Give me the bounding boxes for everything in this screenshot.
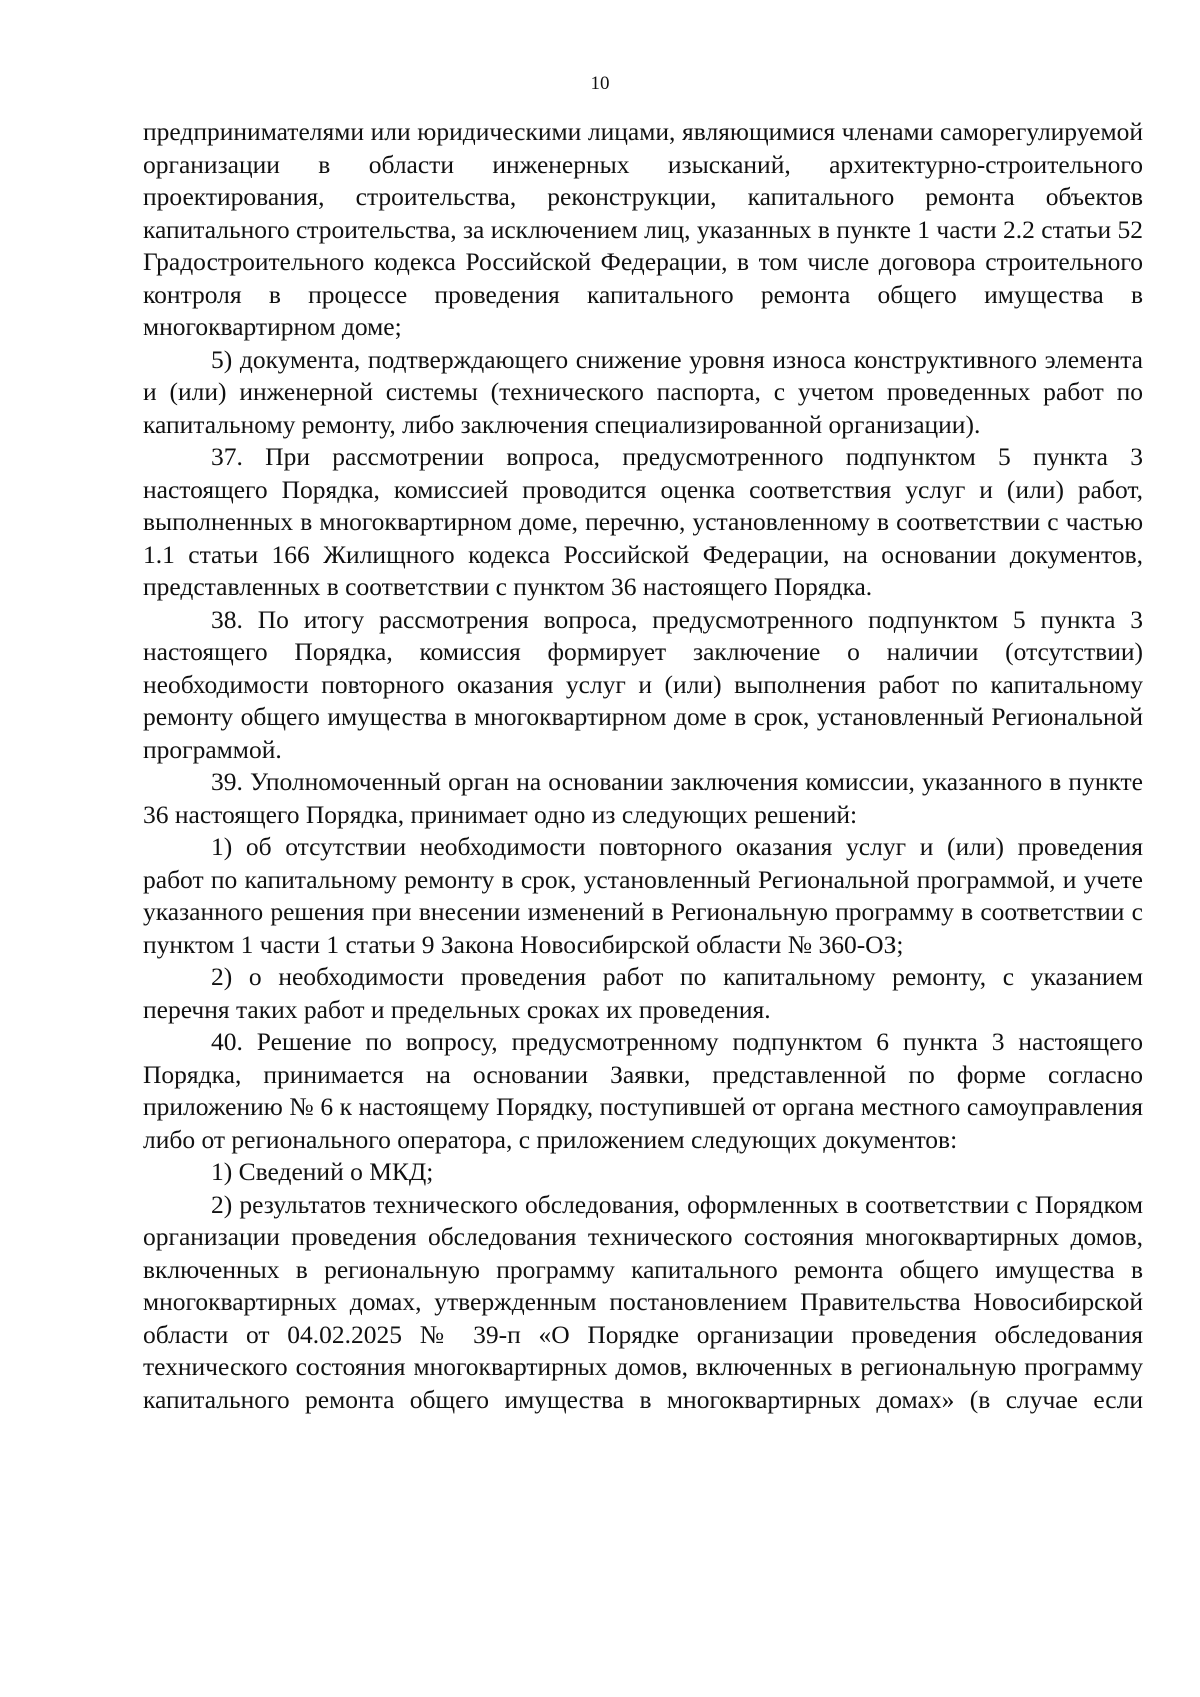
paragraph-continuation: предпринимателями или юридическими лицами, являющимися членами саморегулируемой организации в области инженерных изысканий, архитектурно-строительного проектирования, строительства, реконструкции, капитального ремонта объектов капитального строительства, за исключением лиц, указанных в пункте 1 части 2.2 статьи 52 Градостроительного кодекса Российской Федерации, в том числе договора строительного контроля в процессе проведения капитального ремонта общего имущества в многоквартирном доме;	[143, 117, 1143, 341]
paragraph-clause-40-item-1: 1) Сведений о МКД;	[211, 1157, 434, 1186]
paragraph-clause-39-item-2: 2) о необходимости проведения работ по капитальному ремонту, с указанием перечня таких работ и предельных сроках их проведения.	[143, 962, 1143, 1024]
paragraph-clause-38: 38. По итогу рассмотрения вопроса, предусмотренного подпунктом 5 пункта 3 настоящего Порядка, комиссия формирует заключение о наличии (отсутствии) необходимости повторного оказания услуг и (или) выполнения работ по капитальному ремонту общего имущества в многоквартирном доме в срок, установленный Региональной программой.	[143, 604, 1143, 764]
paragraph-clause-37: 37. При рассмотрении вопроса, предусмотренного подпунктом 5 пункта 3 настоящего Порядка, комиссией проводится оценка соответствия услуг и (или) работ, выполненных в многоквартирном доме, перечню, установленному в соответствии с частью 1.1 статьи 166 Жилищного кодекса Российской Федерации, на основании документов, представленных в соответствии с пунктом 36 настоящего Порядка.	[143, 442, 1143, 601]
document-body	[143, 116, 1143, 1416]
paragraph-item-5: 5) документа, подтверждающего снижение уровня износа конструктивного элемента и (или) инженерной системы (технического паспорта, с учетом проведенных работ по капитальному ремонту, либо заключения специализированной организации).	[143, 344, 1143, 439]
paragraph-clause-40-item-2: 2) результатов технического обследования, оформленных в соответствии с Порядком организации проведения обследования технического состояния многоквартирных домов, включенных в региональную программу капитального ремонта общего имущества в многоквартирных домах, утвержденным постановлением Правительства Новосибирской области от 04.02.2025 № 39-п «О Порядке организации проведения обследования технического состояния многоквартирных домов, включенных в региональную программу капитального ремонта общего имущества в многоквартирных домах» (в случае если	[143, 1189, 1143, 1414]
paragraph-clause-39-item-1: 1) об отсутствии необходимости повторного оказания услуг и (или) проведения работ по капитальному ремонту в срок, установленный Региональной программой, и учете указанного решения при внесении изменений в Региональную программу в соответствии с пунктом 1 части 1 статьи 9 Закона Новосибирской области № 360-ОЗ;	[143, 832, 1143, 959]
page-number: 10	[590, 73, 610, 94]
paragraph-clause-39: 39. Уполномоченный орган на основании заключения комиссии, указанного в пункте 36 настоящего Порядка, принимает одно из следующих решений:	[143, 767, 1143, 829]
paragraph-clause-40: 40. Решение по вопросу, предусмотренному подпунктом 6 пункта 3 настоящего Порядка, принимается на основании Заявки, представленной по форме согласно приложению № 6 к настоящему Порядку, поступившей от органа местного самоуправления либо от регионального оператора, с приложением следующих документов:	[143, 1027, 1143, 1154]
